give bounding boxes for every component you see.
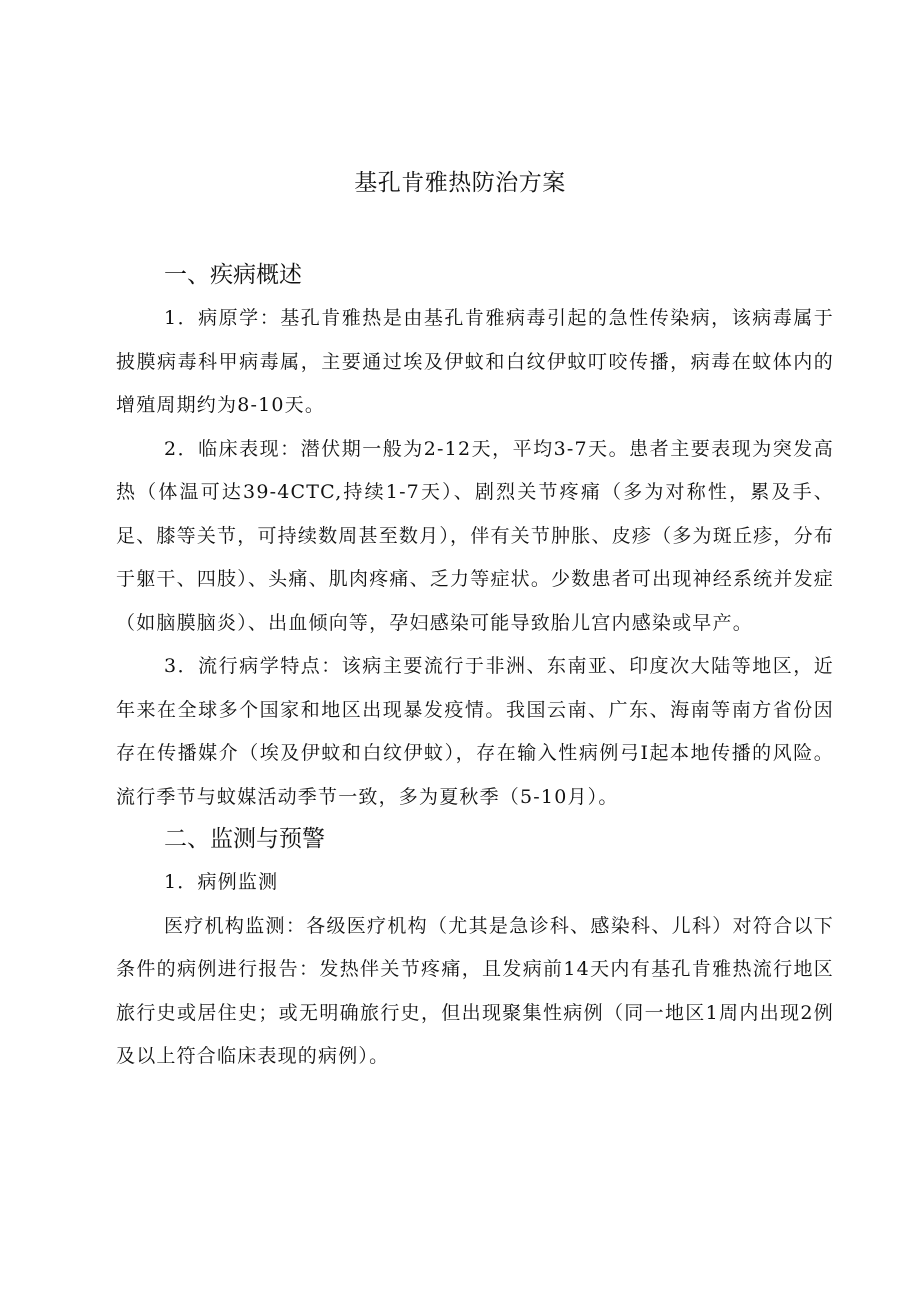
section-heading: 一、疾病概述 bbox=[164, 262, 302, 288]
section-monitoring bbox=[116, 819, 834, 1079]
document-body bbox=[116, 255, 834, 1079]
paragraph-medical-monitoring: 医疗机构监测：各级医疗机构（尤其是急诊科、感染科、儿科）对符合以下条件的病例进行报告：发热伴关节疼痛，且发病前14天内有基孔肯雅热流行地区旅行史或居住史；或无明确旅行史，但出现聚集性病例（同一地区1周内出现2例及以上符合临床表现的病例）。 bbox=[116, 914, 834, 1067]
paragraph-case-monitoring-title: 1．病例监测 bbox=[164, 871, 279, 893]
paragraph-pathogen: 1．病原学：基孔肯雅热是由基孔肯雅病毒引起的急性传染病，该病毒属于披膜病毒科甲病毒属，主要通过埃及伊蚊和白纹伊蚊叮咬传播，病毒在蚊体内的增殖周期约为8-10天。 bbox=[116, 307, 834, 416]
document-title: 基孔肯雅热防治方案 bbox=[354, 170, 566, 196]
section-disease-overview bbox=[116, 255, 834, 819]
paragraph-epidemiology: 3．流行病学特点：该病主要流行于非洲、东南亚、印度次大陆等地区，近年来在全球多个国家和地区出现暴发疫情。我国云南、广东、海南等南方省份因存在传播媒介（埃及伊蚊和白纹伊蚊），存在输入性病例弓I起本地传播的风险。流行季节与蚊媒活动季节一致，多为夏秋季（5-10月）。 bbox=[116, 655, 834, 808]
paragraph-clinical: 2．临床表现：潜伏期一般为2-12天，平均3-7天。患者主要表现为突发高热（体温可达39-4CTC,持续1-7天）、剧烈关节疼痛（多为对称性，累及手、足、膝等关节，可持续数周甚至数月），伴有关节肿胀、皮疹（多为斑丘疹，分布于躯干、四肢）、头痛、肌肉疼痛、乏力等症状。少数患者可出现神经系统并发症（如脑膜脑炎）、出血倾向等，孕妇感染可能导致胎儿宫内感染或早产。 bbox=[116, 437, 834, 634]
section-heading: 二、监测与预警 bbox=[164, 826, 325, 852]
